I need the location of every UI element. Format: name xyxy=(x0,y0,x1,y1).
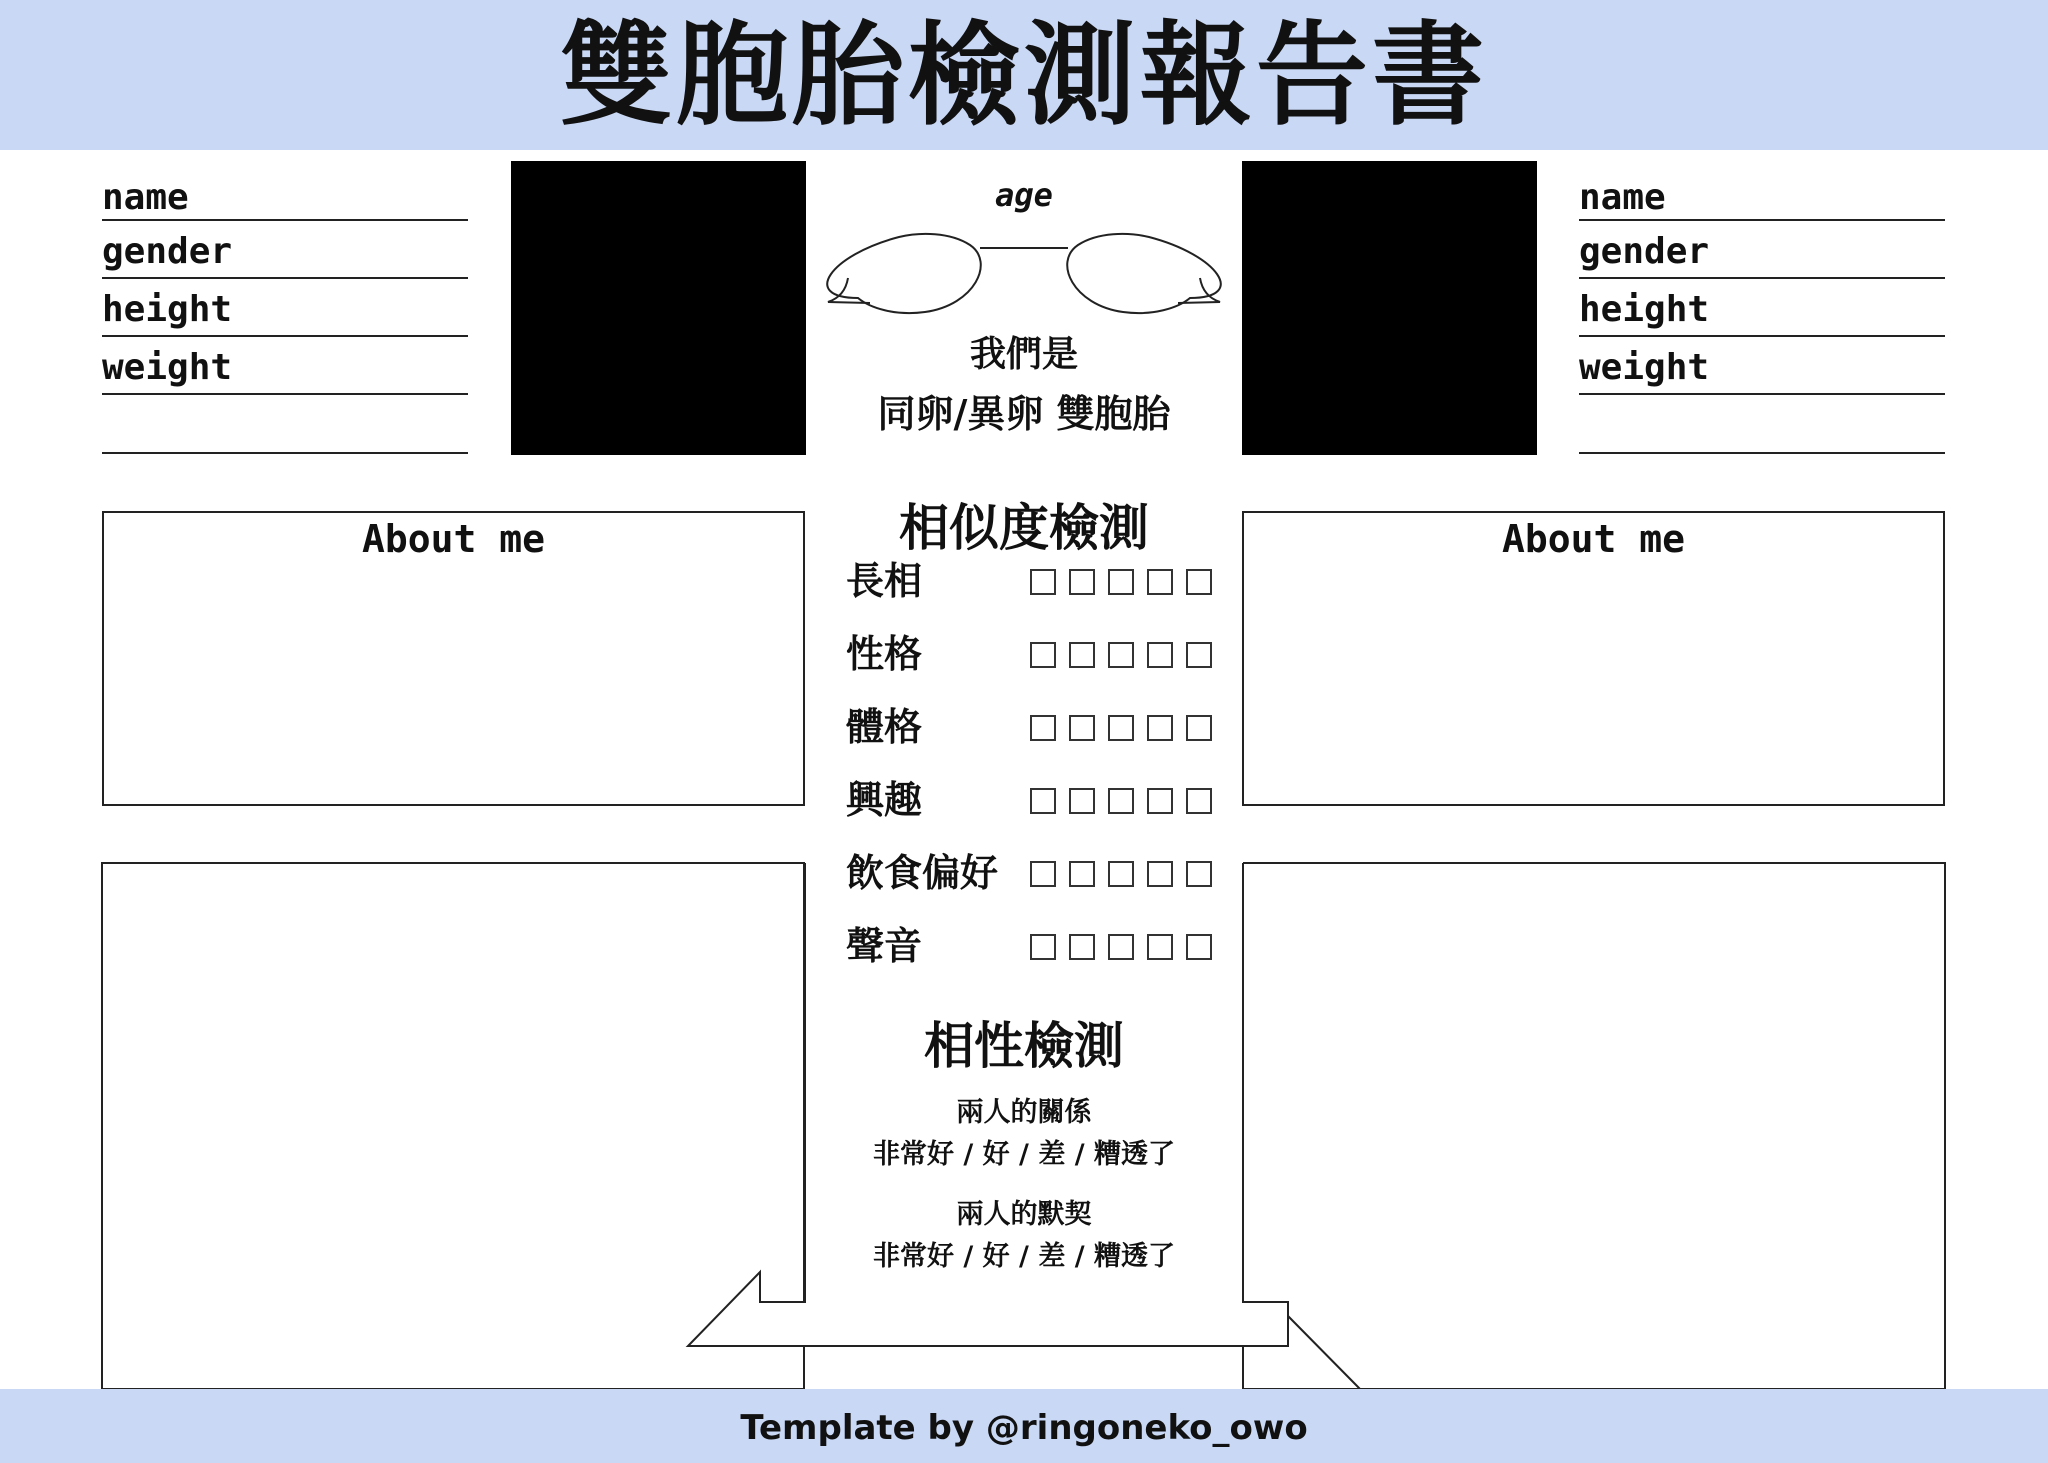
left-extra-field[interactable] xyxy=(102,452,468,454)
chemistry-options[interactable]: 非常好 / 好 / 差 / 糟透了 xyxy=(873,1241,1175,1272)
similarity-label-voice: 聲音 xyxy=(846,924,923,968)
right-about-box[interactable] xyxy=(1242,511,1945,806)
left-height-field[interactable] xyxy=(102,335,468,337)
rating-box[interactable] xyxy=(1108,861,1134,887)
rating-box[interactable] xyxy=(1030,934,1056,960)
rating-box[interactable] xyxy=(1147,642,1173,668)
rating-box[interactable] xyxy=(1108,934,1134,960)
right-weight-field[interactable] xyxy=(1579,393,1945,395)
similarity-label-food: 飲食偏好 xyxy=(846,851,999,895)
rating-box[interactable] xyxy=(1069,861,1095,887)
right-speech-bubble xyxy=(1067,234,1220,313)
rating-box[interactable] xyxy=(1030,861,1056,887)
left-gender-field[interactable] xyxy=(102,277,468,279)
right-about-title: About me xyxy=(1501,517,1686,561)
similarity-rating-voice[interactable] xyxy=(1030,934,1212,960)
rating-box[interactable] xyxy=(1069,934,1095,960)
rating-box[interactable] xyxy=(1108,715,1134,741)
relationship-options[interactable]: 非常好 / 好 / 差 / 糟透了 xyxy=(873,1139,1175,1170)
rating-box[interactable] xyxy=(1186,861,1212,887)
rating-box[interactable] xyxy=(1147,788,1173,814)
rating-box[interactable] xyxy=(1030,788,1056,814)
right-gender-field[interactable] xyxy=(1579,277,1945,279)
right-extra-field[interactable] xyxy=(1579,452,1945,454)
we-are-text: 我們是 xyxy=(969,334,1078,375)
rating-box[interactable] xyxy=(1186,642,1212,668)
rating-box[interactable] xyxy=(1186,788,1212,814)
similarity-title: 相似度檢測 xyxy=(899,499,1149,557)
similarity-label-looks: 長相 xyxy=(846,559,923,603)
rating-box[interactable] xyxy=(1030,715,1056,741)
right-photo-placeholder[interactable] xyxy=(1242,161,1537,455)
left-notes-box xyxy=(102,863,804,1389)
right-height-label: height xyxy=(1579,289,1710,330)
right-weight-label: weight xyxy=(1579,347,1710,388)
left-speech-bubble xyxy=(827,234,980,313)
rating-box[interactable] xyxy=(1069,788,1095,814)
left-weight-field[interactable] xyxy=(102,393,468,395)
right-notes-box xyxy=(1243,863,1945,1389)
left-about-title: About me xyxy=(361,517,546,561)
rating-box[interactable] xyxy=(1069,715,1095,741)
rating-box[interactable] xyxy=(1030,569,1056,595)
right-gender-label: gender xyxy=(1579,231,1710,272)
similarity-rating-physique[interactable] xyxy=(1030,715,1212,741)
rating-box[interactable] xyxy=(1147,569,1173,595)
right-name-label: name xyxy=(1579,177,1666,218)
compatibility-title: 相性檢測 xyxy=(924,1017,1124,1075)
twin-type-text[interactable]: 同卵/異卵 雙胞胎 xyxy=(877,392,1171,436)
rating-box[interactable] xyxy=(1186,715,1212,741)
left-name-label: name xyxy=(102,177,189,218)
rating-box[interactable] xyxy=(1186,934,1212,960)
rating-box[interactable] xyxy=(1108,788,1134,814)
left-height-label: height xyxy=(102,289,233,330)
left-photo-placeholder[interactable] xyxy=(511,161,806,455)
left-about-box[interactable] xyxy=(102,511,805,806)
footer-credit: Template by @ringoneko_owo xyxy=(740,1408,1308,1448)
age-label: age xyxy=(995,176,1053,214)
rating-box[interactable] xyxy=(1147,934,1173,960)
right-height-field[interactable] xyxy=(1579,335,1945,337)
rating-box[interactable] xyxy=(1069,642,1095,668)
similarity-label-physique: 體格 xyxy=(846,705,923,749)
rating-box[interactable] xyxy=(1108,642,1134,668)
similarity-rating-food[interactable] xyxy=(1030,861,1212,887)
similarity-rating-looks[interactable] xyxy=(1030,569,1212,595)
relationship-question: 兩人的關係 xyxy=(956,1097,1092,1128)
similarity-rating-interests[interactable] xyxy=(1030,788,1212,814)
similarity-label-personality: 性格 xyxy=(846,632,923,676)
rating-box[interactable] xyxy=(1147,861,1173,887)
chemistry-question: 兩人的默契 xyxy=(956,1199,1092,1230)
rating-box[interactable] xyxy=(1147,715,1173,741)
similarity-rating-personality[interactable] xyxy=(1030,642,1212,668)
rating-box[interactable] xyxy=(1186,569,1212,595)
rating-box[interactable] xyxy=(1108,569,1134,595)
left-gender-label: gender xyxy=(102,231,233,272)
similarity-label-interests: 興趣 xyxy=(846,778,923,822)
left-name-field[interactable] xyxy=(102,219,468,221)
rating-box[interactable] xyxy=(1069,569,1095,595)
right-name-field[interactable] xyxy=(1579,219,1945,221)
rating-box[interactable] xyxy=(1030,642,1056,668)
left-weight-label: weight xyxy=(102,347,233,388)
page-title: 雙胞胎檢測報告書 xyxy=(560,11,1488,141)
